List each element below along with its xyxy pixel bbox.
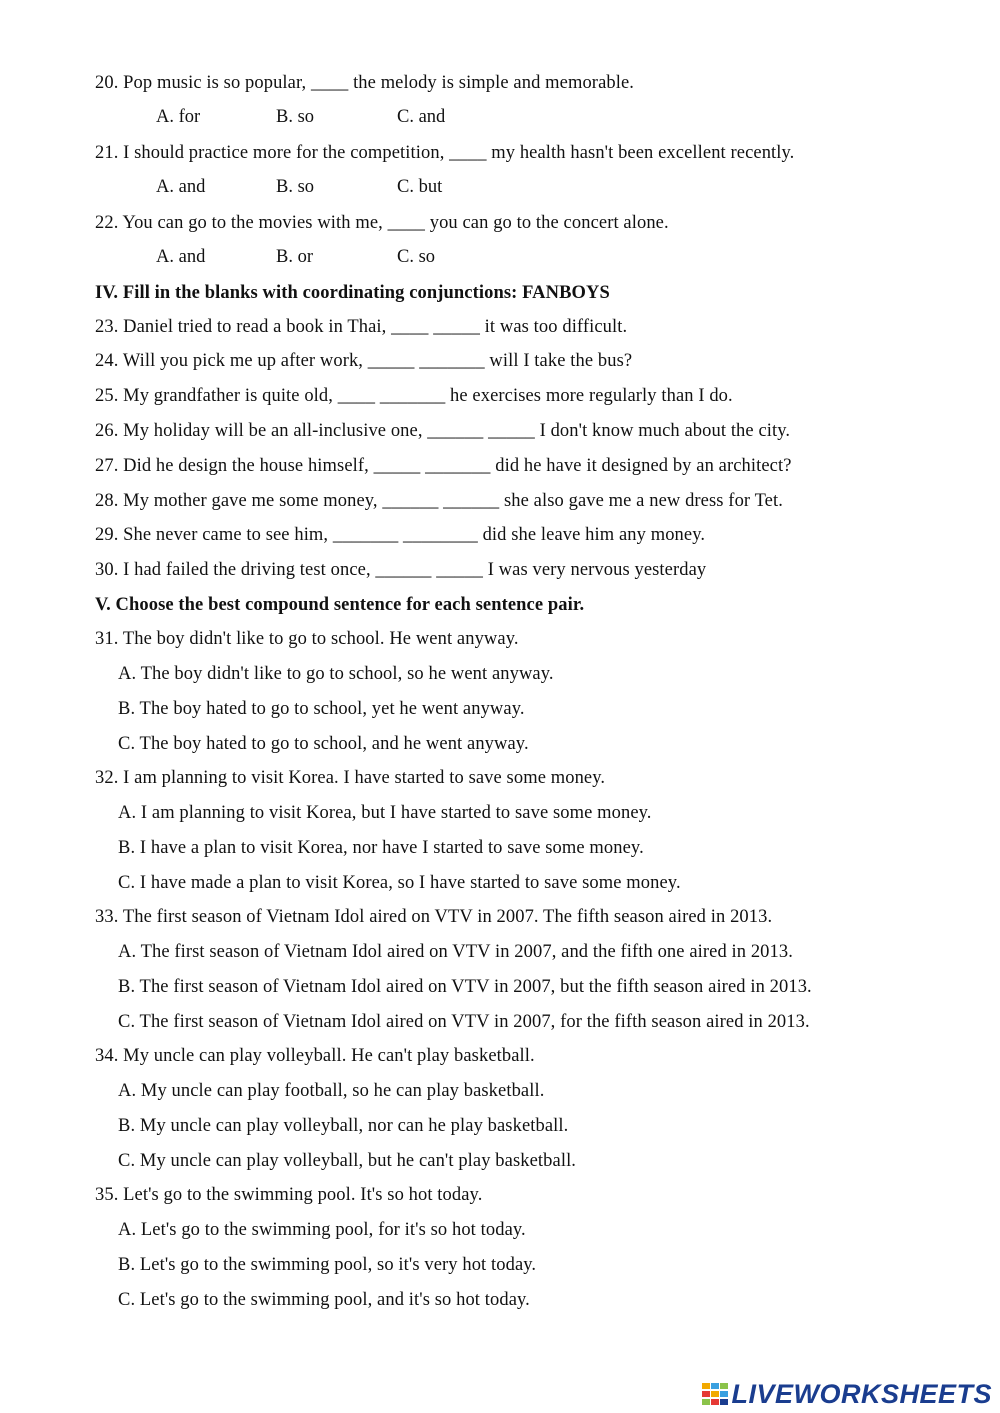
fill-blank-item: 23. Daniel tried to read a book in Thai, ____ _____ it was too difficult. — [95, 317, 628, 337]
option-c: C. My uncle can play volleyball, but he can't play basketball. — [118, 1151, 577, 1171]
question-stem: 22. You can go to the movies with me, ____ you can go to the concert alone. — [95, 213, 669, 233]
option-b: B. Let's go to the swimming pool, so it's very hot today. — [118, 1255, 537, 1275]
fill-blank-item: 30. I had failed the driving test once, ______ _____ I was very nervous yesterday — [95, 560, 707, 580]
fill-blank-item: 25. My grandfather is quite old, ____ _______ he exercises more regularly than I do. — [95, 386, 733, 406]
section-heading: IV. Fill in the blanks with coordinating conjunctions: FANBOYS — [95, 283, 610, 303]
question-stem: 33. The first season of Vietnam Idol aired on VTV in 2007. The fifth season aired in 2013. — [95, 907, 773, 927]
fill-blank-item: 27. Did he design the house himself, _____ _______ did he have it designed by an architect? — [95, 456, 792, 476]
option-a: A. Let's go to the swimming pool, for it's so hot today. — [118, 1220, 526, 1240]
option-a: A. and — [156, 177, 206, 197]
option-b: B. or — [276, 247, 313, 267]
liveworksheets-logo[interactable] — [702, 1379, 992, 1409]
option-c: C. The first season of Vietnam Idol aired on VTV in 2007, for the fifth season aired in 2013. — [118, 1012, 810, 1032]
question-stem: 31. The boy didn't like to go to school. He went anyway. — [95, 629, 519, 649]
option-b: B. so — [276, 177, 315, 197]
question-stem: 20. Pop music is so popular, ____ the melody is simple and memorable. — [95, 73, 635, 93]
option-c: C. Let's go to the swimming pool, and it's so hot today. — [118, 1290, 530, 1310]
section-heading: V. Choose the best compound sentence for each sentence pair. — [95, 595, 585, 615]
fill-blank-item: 29. She never came to see him, _______ ________ did she leave him any money. — [95, 525, 706, 545]
option-a: A. The first season of Vietnam Idol aired on VTV in 2007, and the fifth one aired in 2013. — [118, 942, 793, 962]
option-c: C. and — [397, 107, 446, 127]
option-b: B. The boy hated to go to school, yet he went anyway. — [118, 699, 525, 719]
question-stem: 34. My uncle can play volleyball. He can't play basketball. — [95, 1046, 535, 1066]
question-stem: 21. I should practice more for the competition, ____ my health hasn't been excellent recently. — [95, 143, 795, 163]
option-b: B. My uncle can play volleyball, nor can he play basketball. — [118, 1116, 569, 1136]
option-c: C. The boy hated to go to school, and he went anyway. — [118, 734, 529, 754]
option-b: B. so — [276, 107, 315, 127]
option-a: A. I am planning to visit Korea, but I have started to save some money. — [118, 803, 652, 823]
option-b: B. I have a plan to visit Korea, nor have I started to save some money. — [118, 838, 644, 858]
option-c: C. so — [397, 247, 436, 267]
option-b: B. The first season of Vietnam Idol aired on VTV in 2007, but the fifth season aired in 2013. — [118, 977, 812, 997]
option-c: C. I have made a plan to visit Korea, so I have started to save some money. — [118, 873, 681, 893]
option-a: A. My uncle can play football, so he can play basketball. — [118, 1081, 545, 1101]
option-a: A. and — [156, 247, 206, 267]
fill-blank-item: 24. Will you pick me up after work, _____ _______ will I take the bus? — [95, 351, 633, 371]
fill-blank-item: 26. My holiday will be an all-inclusive one, ______ _____ I don't know much about the city. — [95, 421, 791, 441]
liveworksheets-logo-icon — [702, 1383, 728, 1405]
question-stem: 32. I am planning to visit Korea. I have started to save some money. — [95, 768, 606, 788]
option-a: A. The boy didn't like to go to school, so he went anyway. — [118, 664, 554, 684]
fill-blank-item: 28. My mother gave me some money, ______ ______ she also gave me a new dress for Tet. — [95, 491, 783, 511]
logo-text: LIVEWORKSHEETS — [731, 1378, 992, 1409]
question-stem: 35. Let's go to the swimming pool. It's so hot today. — [95, 1185, 483, 1205]
option-a: A. for — [156, 107, 201, 127]
option-c: C. but — [397, 177, 443, 197]
